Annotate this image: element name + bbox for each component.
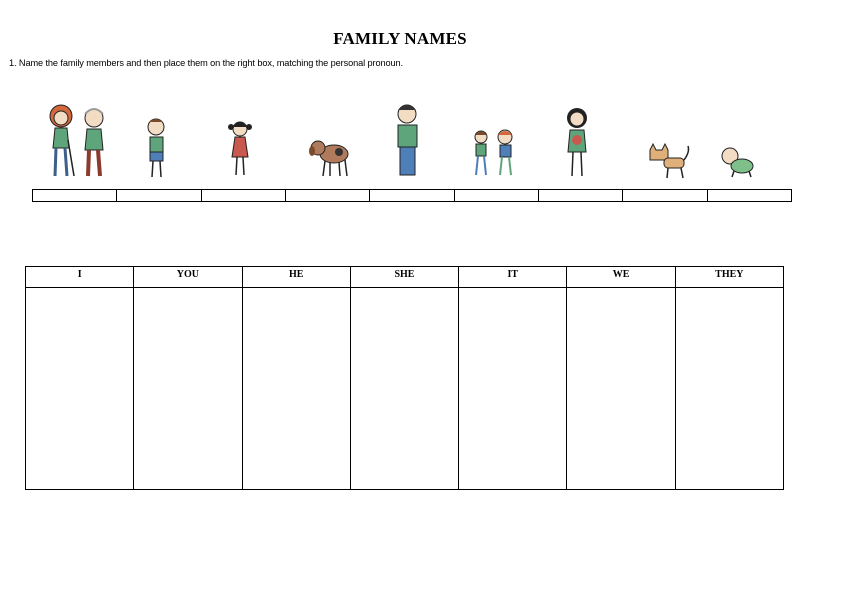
instruction-text: 1. Name the family members and then place them on the right box, matching the personal pronoun. xyxy=(9,58,403,68)
page-title: FAMILY NAMES xyxy=(333,29,467,48)
twin-boys-icon xyxy=(470,127,520,177)
name-box-grandparents[interactable] xyxy=(33,190,117,201)
header-i: I xyxy=(26,267,134,288)
header-we: WE xyxy=(567,267,675,288)
header-he: HE xyxy=(242,267,350,288)
name-box-twins[interactable] xyxy=(455,190,539,201)
pronoun-answer-row xyxy=(26,288,784,490)
header-you: YOU xyxy=(134,267,242,288)
name-box-father[interactable] xyxy=(370,190,454,201)
girl-icon xyxy=(226,119,258,177)
father-icon xyxy=(393,100,423,180)
answer-cell-she[interactable] xyxy=(350,288,458,490)
pronoun-header-row xyxy=(26,267,784,288)
answer-cell-you[interactable] xyxy=(134,288,242,490)
name-box-boy[interactable] xyxy=(117,190,201,201)
boy-icon xyxy=(143,117,173,179)
header-she: SHE xyxy=(350,267,458,288)
name-box-mother[interactable] xyxy=(539,190,623,201)
answer-cell-it[interactable] xyxy=(459,288,567,490)
pronoun-table xyxy=(25,266,784,490)
dog-icon xyxy=(307,138,351,178)
mother-icon xyxy=(562,104,594,178)
name-box-girl[interactable] xyxy=(202,190,286,201)
baby-icon xyxy=(720,144,756,178)
name-answer-row xyxy=(32,189,792,202)
header-it: IT xyxy=(459,267,567,288)
cat-icon xyxy=(646,144,690,180)
header-they: THEY xyxy=(675,267,783,288)
name-box-cat[interactable] xyxy=(623,190,707,201)
name-box-baby[interactable] xyxy=(708,190,791,201)
answer-cell-he[interactable] xyxy=(242,288,350,490)
answer-cell-i[interactable] xyxy=(26,288,134,490)
answer-cell-we[interactable] xyxy=(567,288,675,490)
name-box-dog[interactable] xyxy=(286,190,370,201)
grandparents-icon xyxy=(46,100,116,180)
answer-cell-they[interactable] xyxy=(675,288,783,490)
